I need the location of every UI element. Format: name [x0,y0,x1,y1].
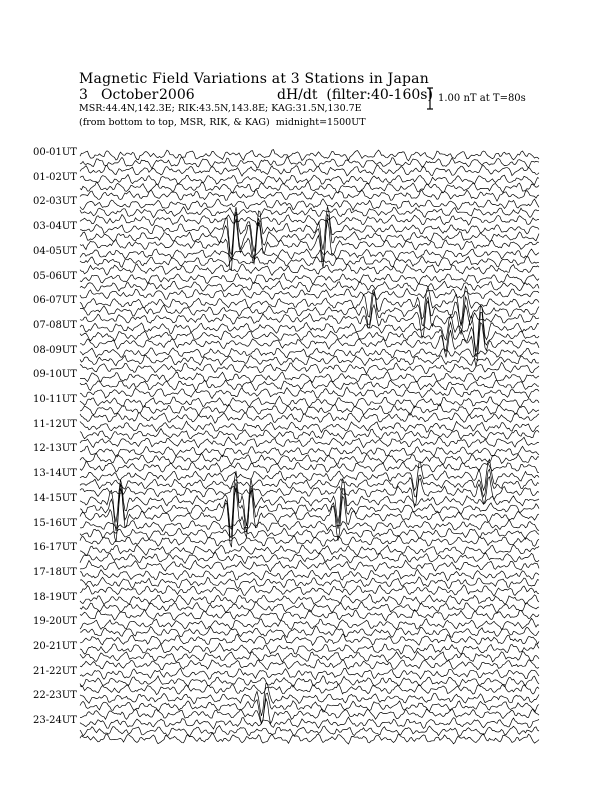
trace-rik-15-16UT [80,528,539,539]
trace-rik-10-11UT [80,404,539,416]
trace-msr-13-14UT [80,477,539,507]
hour-label: 15-16UT [33,517,77,529]
trace-rik-13-14UT [80,469,539,497]
trace-rik-09-10UT [80,380,539,391]
trace-msr-08-09UT [80,362,539,374]
hour-label: 07-08UT [33,319,77,331]
trace-rik-11-12UT [80,429,539,440]
trace-kag-23-24UT [80,717,539,729]
trace-rik-20-21UT [80,651,539,662]
hour-label: 04-05UT [33,245,77,257]
trace-kag-18-19UT [80,594,539,605]
trace-msr-16-17UT [80,560,539,571]
trace-rik-19-20UT [80,626,539,637]
hour-label: 02-03UT [33,196,77,208]
trace-msr-02-03UT [80,215,539,226]
trace-rik-05-06UT [80,281,539,292]
hour-label: 20-21UT [33,641,77,652]
hour-label: 10-11UT [33,394,77,405]
trace-msr-01-02UT [80,190,539,202]
trace-kag-13-14UT [80,459,539,490]
trace-msr-00-01UT [80,165,539,176]
trace-kag-17-18UT [80,570,539,581]
trace-rik-23-24UT [80,726,539,737]
chart-title: Magnetic Field Variations at 3 Stations in Japan [79,71,429,87]
hour-label: 12-13UT [33,443,77,455]
trace-msr-21-22UT [80,684,539,694]
trace-msr-17-18UT [80,585,539,596]
trace-rik-21-22UT [80,676,539,687]
trace-msr-19-20UT [80,634,539,645]
date-month: October [101,87,159,103]
trace-kag-02-03UT [80,199,539,210]
hour-label: 08-09UT [33,344,77,356]
trace-rik-04-05UT [80,256,539,267]
trace-kag-14-15UT [80,471,539,529]
hour-label: 01-02UT [33,171,77,183]
trace-kag-11-12UT [80,421,539,432]
hour-label: 05-06UT [33,270,77,282]
hour-label: 19-20UT [33,616,77,628]
hour-label: 22-23UT [33,690,77,702]
trace-msr-20-21UT [80,659,539,669]
hour-label: 09-10UT [33,369,77,381]
date-day: 3 [79,87,88,103]
order-text: (from bottom to top, MSR, RIK, & KAG) [79,117,270,128]
scale-label: 1.00 nT at T=80s [438,93,526,104]
trace-kag-21-22UT [80,668,539,680]
quantity-label: dH/dt [277,87,318,103]
trace-kag-19-20UT [80,618,539,629]
trace-rik-22-23UT [80,693,539,723]
hour-label: 23-24UT [33,715,77,727]
trace-rik-06-07UT [80,291,539,326]
trace-rik-00-01UT [80,157,539,169]
trace-msr-23-24UT [80,733,539,744]
trace-kag-03-04UT [80,207,539,255]
hour-label: 06-07UT [33,295,77,307]
trace-rik-16-17UT [80,552,539,564]
trace-kag-10-11UT [80,396,539,408]
trace-kag-22-23UT [80,683,539,716]
trace-msr-11-12UT [80,437,539,448]
hour-label: 16-17UT [33,542,77,554]
trace-msr-22-23UT [80,699,539,724]
filter-label: (filter:40-160s) [326,87,433,103]
hour-label: 21-22UT [33,665,77,677]
trace-rik-01-02UT [80,182,539,193]
trace-kag-20-21UT [80,643,539,654]
trace-kag-01-02UT [80,175,539,185]
trace-rik-17-18UT [80,577,539,589]
hour-label: 14-15UT [33,492,77,504]
trace-msr-05-06UT [80,289,539,300]
hour-label: 11-12UT [33,418,77,430]
hour-label: 03-04UT [33,221,77,233]
hour-label: 18-19UT [33,591,77,603]
trace-kag-16-17UT [80,545,539,556]
midnight-note: midnight=1500UT [275,117,366,128]
date-year: 2006 [159,87,195,103]
trace-rik-12-13UT [80,453,539,464]
hour-label: 17-18UT [33,566,77,578]
trace-rik-08-09UT [80,355,539,365]
hour-label: 00-01UT [33,147,77,158]
station-coordinates: MSR:44.4N,142.3E; RIK:43.5N,143.8E; KAG:31.5N,130.7E [79,103,362,114]
hour-label: 13-14UT [33,468,77,480]
trace-kag-12-13UT [80,446,539,457]
trace-msr-15-16UT [80,536,539,546]
trace-kag-04-05UT [80,248,539,259]
